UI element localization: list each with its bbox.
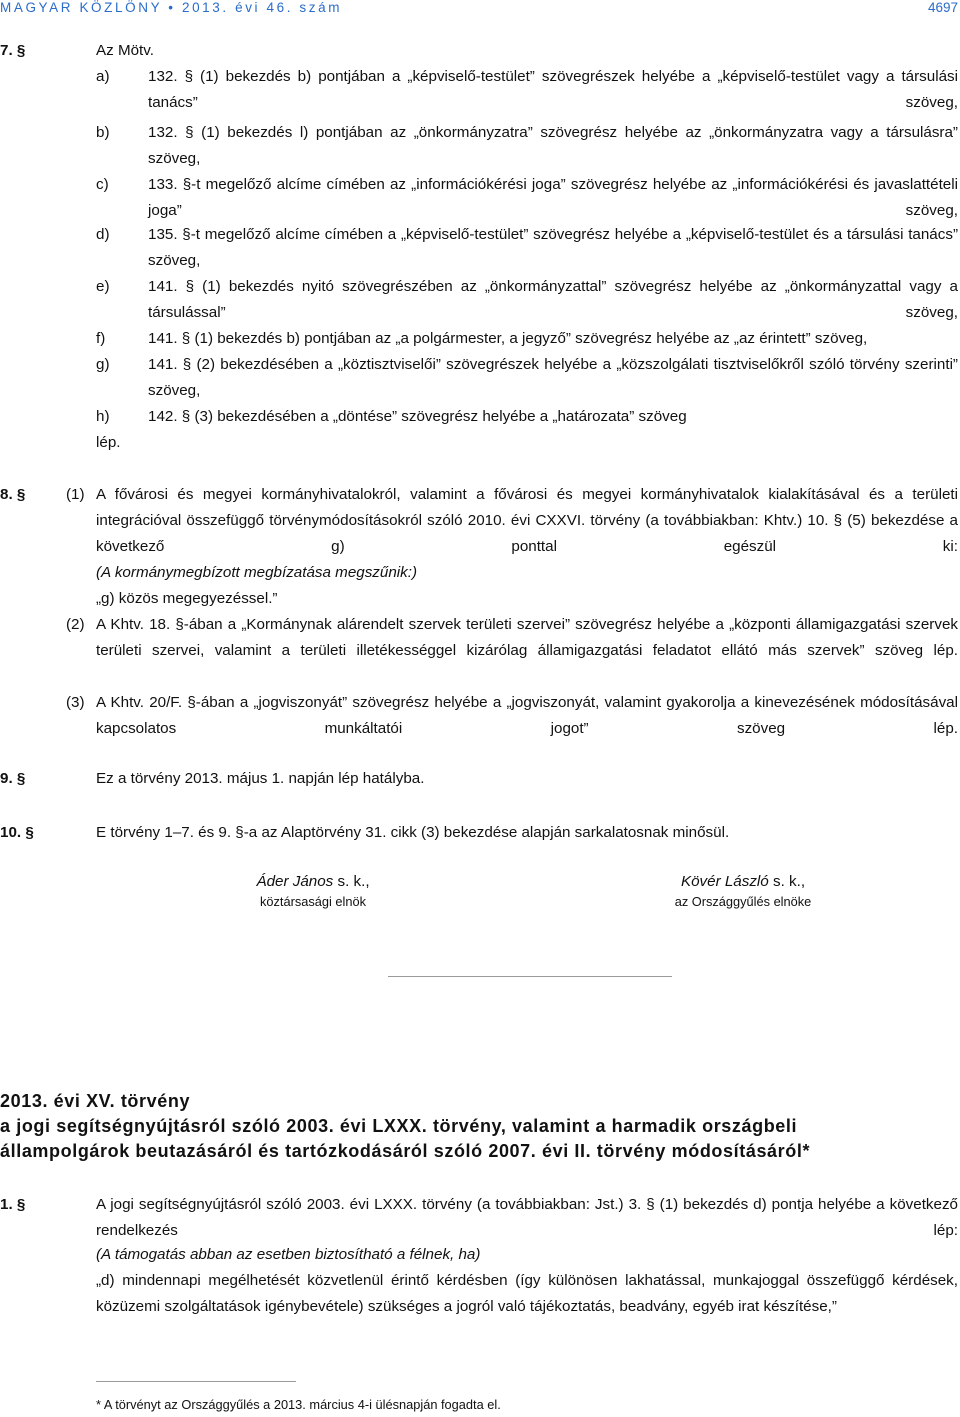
item-text: 141. § (1) bekezdés b) pontjában az „a polgármester, a jegyző” szövegrész helyébe az „az érintett” szöveg, — [148, 330, 868, 347]
item-text: 133. §-t megelőző alcíme címében az „információkérési joga” szövegrész helyébe az „információkérési és javaslattételi joga” szöveg, — [148, 176, 958, 219]
separator-line — [388, 976, 672, 977]
section-8-number: 8. § — [0, 486, 26, 503]
paragraph-label: (2) — [66, 616, 85, 633]
section-10-text: E törvény 1–7. és 9. §-a az Alaptörvény 31. cikk (3) bekezdése alapján sarkalatosnak minősül. — [96, 824, 730, 841]
law-subtitle-line: a jogi segítségnyújtásról szóló 2003. évi LXXX. törvény, valamint a harmadik országbeli — [0, 1116, 798, 1136]
paragraph-text: A fővárosi és megyei kormányhivatalokról, valamint a fővárosi és megyei kormányhivatalok kialakításával és a területi integrációval összefüggő törvénymódosításokról szóló 2010. évi CXXVI. törvény (a továbbiakban: Khtv.) 10. § (5) bekezdése a következő g) ponttal egészül ki: — [96, 486, 958, 555]
signature-name: Áder János s. k., — [256, 873, 370, 890]
section-7-closing: lép. — [96, 434, 121, 451]
paragraph-italic-intro: (A kormánymegbízott megbízatása megszűnik:) — [96, 564, 418, 581]
footnote-rule — [96, 1381, 296, 1382]
law2-section-1-italic: (A támogatás abban az esetben biztosítható a félnek, ha) — [96, 1246, 481, 1263]
law2-section-1-text: A jogi segítségnyújtásról szóló 2003. évi LXXX. törvény (a továbbiakban: Jst.) 3. § (1) bekezdés d) pontja helyébe a következő rendelkezés lép: — [96, 1196, 958, 1239]
signature-role: köztársasági elnök — [260, 894, 366, 909]
item-text: 142. § (3) bekezdésében a „döntése” szövegrész helyébe a „határozata” szöveg — [148, 408, 687, 425]
running-header — [0, 0, 960, 14]
item-letter: g) — [96, 356, 110, 373]
law-subtitle-line: állampolgárok beutazásáról és tartózkodásáról szóló 2007. évi II. törvény módosításáról* — [0, 1141, 811, 1161]
item-letter: e) — [96, 278, 110, 295]
item-text: 141. § (2) bekezdésében a „köztisztviselői” szövegrészek helyébe a „közszolgálati tisztviselőkről szóló törvény szerinti” szöveg, — [148, 356, 958, 399]
item-letter: f) — [96, 330, 106, 347]
footnote: * A törvényt az Országgyűlés a 2013. március 4-i ülésnapján fogadta el. — [96, 1397, 501, 1412]
section-7-intro: Az Mötv. — [96, 42, 154, 59]
item-letter: a) — [96, 68, 110, 85]
law-title: 2013. évi XV. törvény — [0, 1091, 191, 1111]
item-text: 132. § (1) bekezdés b) pontjában a „képviselő-testület” szövegrészek helyébe a „képviselő-testület vagy a társulási tanács” szöveg, — [148, 68, 958, 111]
item-letter: b) — [96, 124, 110, 141]
section-9-text: Ez a törvény 2013. május 1. napján lép hatályba. — [96, 770, 425, 787]
signature-name: Kövér László s. k., — [680, 873, 806, 890]
item-letter: c) — [96, 176, 109, 193]
journal-title: MAGYAR KÖZLÖNY • 2013. évi 46. szám — [0, 0, 343, 15]
item-text: 135. §-t megelőző alcíme címében a „képviselő-testület” szövegrész helyébe a „képviselő-testület és a társulási tanács” szöveg, — [148, 226, 958, 269]
law2-section-1-number: 1. § — [0, 1196, 26, 1213]
item-text: 141. § (1) bekezdés nyitó szövegrészében az „önkormányzattal” szövegrész helyébe az „önkormányzattal vagy a társulással” szöveg, — [148, 278, 958, 321]
item-text: 132. § (1) bekezdés l) pontjában az „önkormányzatra” szövegrész helyébe az „önkormányzatra vagy a társulásra” szöveg, — [148, 124, 958, 167]
law2-section-1-quote: „d) mindennapi megélhetését közvetlenül érintő kérdésben (így különösen lakhatással, munkajoggal összefüggő kérdések, közüzemi szolgáltatások igénybevétele) szükséges a jogról való tájékoztatás, beadvány, egyéb irat készítése,” — [96, 1272, 958, 1315]
paragraph-quote: „g) közös megegyezéssel.” — [96, 590, 278, 607]
paragraph-label: (1) — [66, 486, 85, 503]
signature-role: az Országgyűlés elnöke — [674, 894, 812, 909]
paragraph-text: A Khtv. 18. §-ában a „Kormánynak alárendelt szervek területi szervei” szövegrész helyébe a „központi államigazgatási szervek területi szervei, valamint a területi illetékességgel kizárólag államigazgatási feladatot ellátó más szervek” szöveg lép. — [96, 616, 958, 659]
page-number: 4697 — [927, 0, 958, 15]
section-7-number: 7. § — [0, 42, 26, 59]
signature-right — [652, 873, 834, 909]
section-9-number: 9. § — [0, 770, 26, 787]
item-letter: d) — [96, 226, 110, 243]
item-letter: h) — [96, 408, 110, 425]
paragraph-label: (3) — [66, 694, 85, 711]
section-10-number: 10. § — [0, 824, 34, 841]
signature-left — [212, 873, 414, 909]
paragraph-text: A Khtv. 20/F. §-ában a „jogviszonyát” szövegrész helyébe a „jogviszonyát, valamint gyakorolja a kinevezésének módosításával kapcsolatos munkáltatói jogot” szöveg lép. — [96, 694, 958, 737]
